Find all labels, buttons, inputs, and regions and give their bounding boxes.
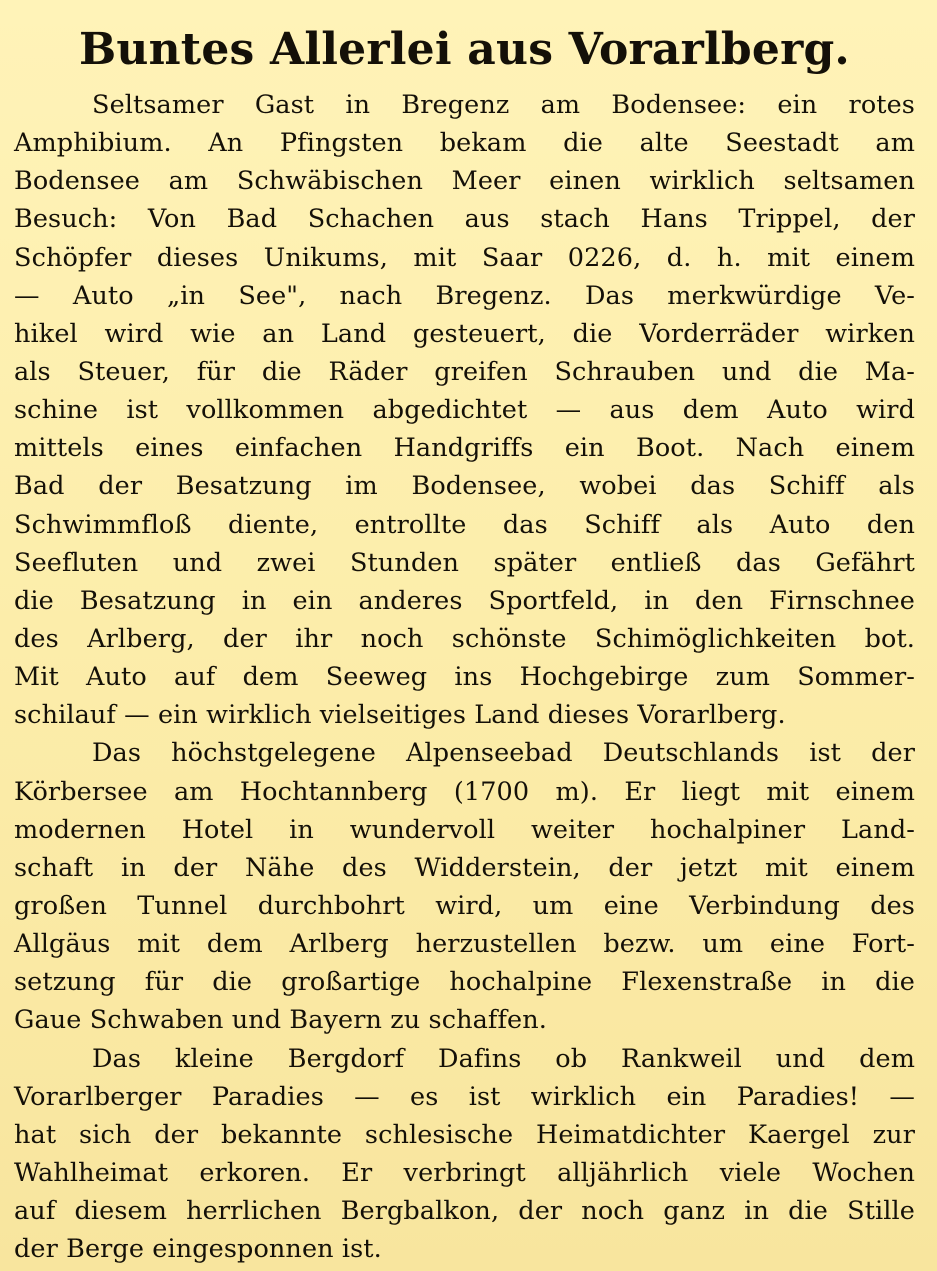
article-paragraph [14, 734, 915, 1039]
text-line: als Steuer, für die Räder greifen Schrauben und die Ma- [14, 356, 915, 387]
text-line: setzung für die großartige hochalpine Flexenstraße in die [14, 967, 915, 998]
text-line: Das höchstgelegene Alpenseebad Deutschlands ist der [92, 738, 915, 769]
text-line: die Besatzung in ein anderes Sportfeld, in den Firnschnee [14, 585, 915, 616]
text-line: großen Tunnel durchbohrt wird, um eine Verbindung des [14, 890, 915, 921]
article-paragraph [14, 1040, 915, 1269]
text-line: schilauf — ein wirklich vielseitiges Land dieses Vorarlberg. [14, 700, 786, 731]
article-paragraph [14, 86, 915, 734]
text-line: mittels eines einfachen Handgriffs ein Boot. Nach einem [14, 433, 915, 464]
text-line: Seefluten und zwei Stunden später entließ das Gefährt [14, 547, 915, 578]
article-body [14, 86, 915, 1268]
article-headline: Buntes Allerlei aus Vorarlberg. [79, 24, 850, 75]
text-line: Seltsamer Gast in Bregenz am Bodensee: ein rotes [92, 90, 915, 120]
text-line: des Arlberg, der ihr noch schönste Schimöglichkeiten bot. [14, 623, 915, 654]
text-line: Vorarlberger Paradies — es ist wirklich ein Paradies! — [14, 1081, 915, 1112]
text-line: auf diesem herrlichen Bergbalkon, der noch ganz in die Stille [14, 1196, 915, 1227]
text-line: Allgäus mit dem Arlberg herzustellen bezw. um eine Fort- [14, 929, 915, 960]
text-line: Mit Auto auf dem Seeweg ins Hochgebirge zum Sommer- [14, 662, 915, 693]
text-line: — Auto „in See", nach Bregenz. Das merkwürdige Ve- [14, 280, 915, 311]
text-line: Schwimmfloß diente, entrollte das Schiff als Auto den [14, 509, 915, 540]
text-line: schaft in der Nähe des Widderstein, der jetzt mit einem [14, 852, 915, 883]
text-line: Schöpfer dieses Unikums, mit Saar 0226, d. h. mit einem [14, 242, 915, 273]
text-line: hikel wird wie an Land gesteuert, die Vorderräder wirken [14, 318, 915, 349]
text-line: Körbersee am Hochtannberg (1700 m). Er liegt mit einem [14, 776, 915, 807]
text-line: Bodensee am Schwäbischen Meer einen wirklich seltsamen [14, 166, 915, 197]
text-line: Wahlheimat erkoren. Er verbringt alljährlich viele Wochen [14, 1157, 915, 1188]
text-line: Bad der Besatzung im Bodensee, wobei das Schiff als [14, 471, 915, 502]
text-line: hat sich der bekannte schlesische Heimatdichter Kaergel zur [14, 1119, 915, 1150]
text-line: schine ist vollkommen abgedichtet — aus dem Auto wird [14, 395, 915, 426]
text-line: Amphibium. An Pfingsten bekam die alte Seestadt am [14, 128, 915, 159]
text-line: modernen Hotel in wundervoll weiter hochalpiner Land- [14, 814, 915, 845]
text-line: Das kleine Bergdorf Dafins ob Rankweil und dem [92, 1043, 915, 1074]
text-line: Gaue Schwaben und Bayern zu schaffen. [14, 1005, 547, 1036]
text-line: der Berge eingesponnen ist. [14, 1234, 382, 1265]
text-line: Besuch: Von Bad Schachen aus stach Hans Trippel, der [14, 204, 915, 235]
